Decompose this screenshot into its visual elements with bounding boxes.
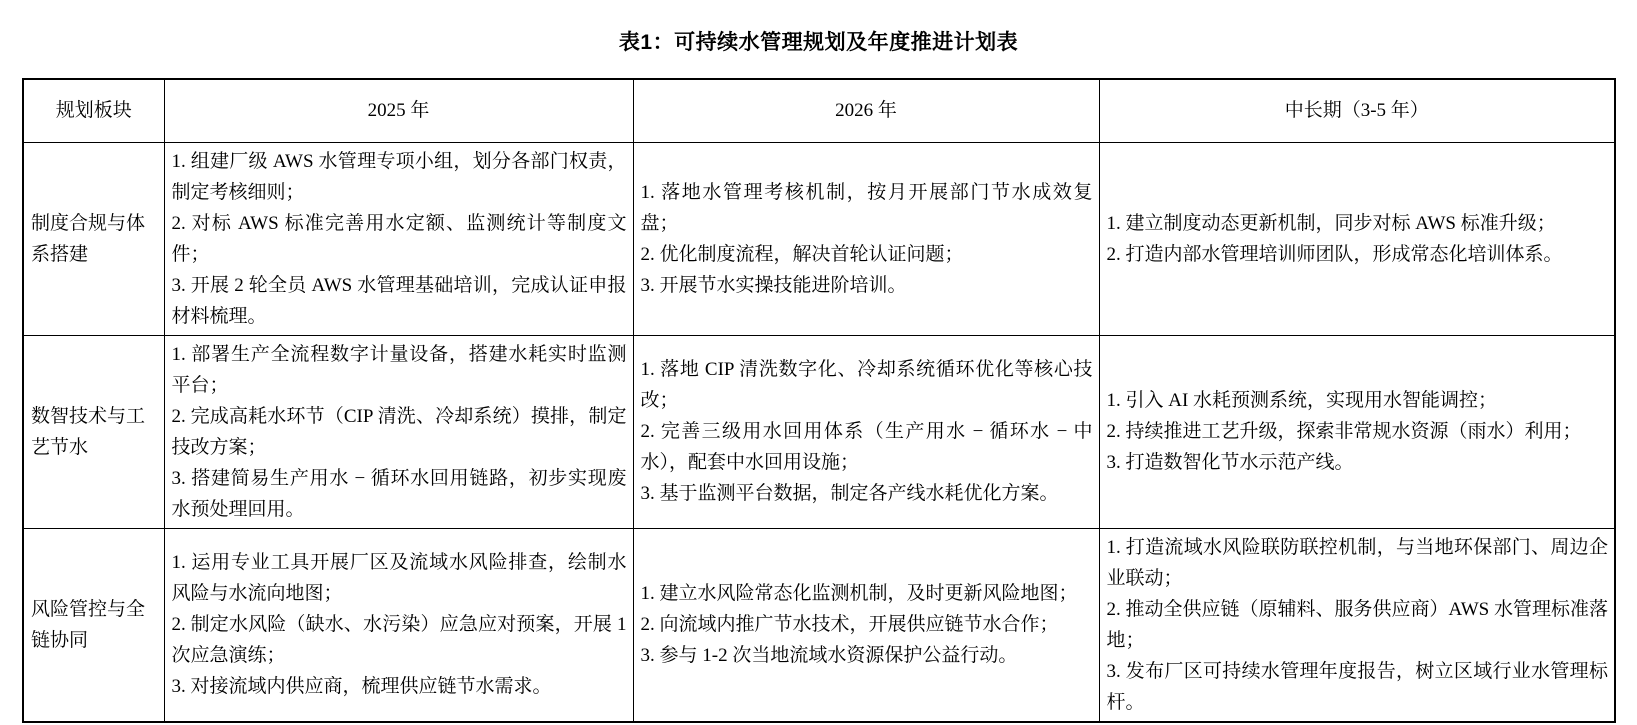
cell-midlong-term <box>1099 528 1615 722</box>
plan-item: 3. 基于监测平台数据，制定各产线水耗优化方案。 <box>640 483 1059 504</box>
cell-2025 <box>164 528 633 722</box>
plan-item: 1. 打造流域水风险联防联控机制，与当地环保部门、周边企业联动； <box>1106 536 1608 589</box>
plan-item: 3. 打造数智化节水示范产线。 <box>1106 452 1354 473</box>
table-row-institution-compliance <box>23 142 1615 335</box>
section-label: 风险管控与全链协同 <box>23 528 164 722</box>
plan-item: 3. 开展 2 轮全员 AWS 水管理基础培训，完成认证申报材料梳理。 <box>171 274 627 327</box>
plan-item: 1. 部署生产全流程数字计量设备，搭建水耗实时监测平台； <box>171 343 627 396</box>
plan-item: 1. 落地 CIP 清洗数字化、冷却系统循环优化等核心技改； <box>640 359 1093 411</box>
plan-item: 3. 对接流域内供应商，梳理供应链节水需求。 <box>171 676 552 697</box>
plan-item: 3. 开展节水实操技能进阶培训。 <box>640 274 907 296</box>
plan-item: 2. 完成高耗水环节（CIP 清洗、冷却系统）摸排，制定技改方案； <box>171 405 627 458</box>
plan-item: 1. 运用专业工具开展厂区及流域水风险排查，绘制水风险与水流向地图； <box>171 552 627 604</box>
table-row-risk-control <box>23 528 1615 722</box>
plan-item: 1. 组建厂级 AWS 水管理专项小组，划分各部门权责，制定考核细则； <box>171 150 627 203</box>
plan-item: 1. 建立制度动态更新机制，同步对标 AWS 标准升级； <box>1106 212 1556 234</box>
plan-item: 2. 对标 AWS 标准完善用水定额、监测统计等制度文件； <box>171 212 627 265</box>
table-header-row <box>23 79 1615 142</box>
column-header-section: 规划板块 <box>23 79 164 142</box>
plan-item: 2. 推动全供应链（原辅料、服务供应商）AWS 水管理标准落地； <box>1106 598 1608 651</box>
plan-item: 3. 参与 1-2 次当地流域水资源保护公益行动。 <box>640 645 1018 666</box>
plan-item: 3. 发布厂区可持续水管理年度报告，树立区域行业水管理标杆。 <box>1106 660 1608 713</box>
cell-midlong-term <box>1099 142 1615 335</box>
plan-item: 2. 制定水风险（缺水、水污染）应急应对预案，开展 1 次应急演练； <box>171 614 627 666</box>
column-header-2025: 2025 年 <box>164 79 633 142</box>
cell-2026 <box>633 142 1099 335</box>
table-title: 表1：可持续水管理规划及年度推进计划表 <box>618 31 1019 54</box>
water-management-plan-table <box>22 78 1616 723</box>
section-label: 制度合规与体系搭建 <box>23 142 164 335</box>
plan-item: 1. 落地水管理考核机制，按月开展部门节水成效复盘； <box>640 181 1093 234</box>
plan-item: 1. 建立水风险常态化监测机制，及时更新风险地图； <box>640 583 1078 604</box>
plan-item: 2. 优化制度流程，解决首轮认证问题； <box>640 243 964 265</box>
column-header-2026: 2026 年 <box>633 79 1099 142</box>
plan-item: 2. 打造内部水管理培训师团队，形成常态化培训体系。 <box>1106 243 1563 265</box>
plan-item: 2. 向流域内推广节水技术，开展供应链节水合作； <box>640 614 1059 635</box>
plan-item: 2. 持续推进工艺升级，探索非常规水资源（雨水）利用； <box>1106 421 1582 442</box>
cell-2026 <box>633 335 1099 528</box>
column-header-midlong-term: 中长期（3-5 年） <box>1099 79 1615 142</box>
section-label: 数智技术与工艺节水 <box>23 335 164 528</box>
cell-2025 <box>164 142 633 335</box>
cell-midlong-term <box>1099 335 1615 528</box>
plan-item: 3. 搭建简易生产用水 − 循环水回用链路，初步实现废水预处理回用。 <box>171 467 627 520</box>
plan-item: 1. 引入 AI 水耗预测系统，实现用水智能调控； <box>1106 390 1498 411</box>
cell-2026 <box>633 528 1099 722</box>
cell-2025 <box>164 335 633 528</box>
table-row-digital-technology <box>23 335 1615 528</box>
plan-item: 2. 完善三级用水回用体系（生产用水 − 循环水 − 中水），配套中水回用设施； <box>640 421 1093 473</box>
